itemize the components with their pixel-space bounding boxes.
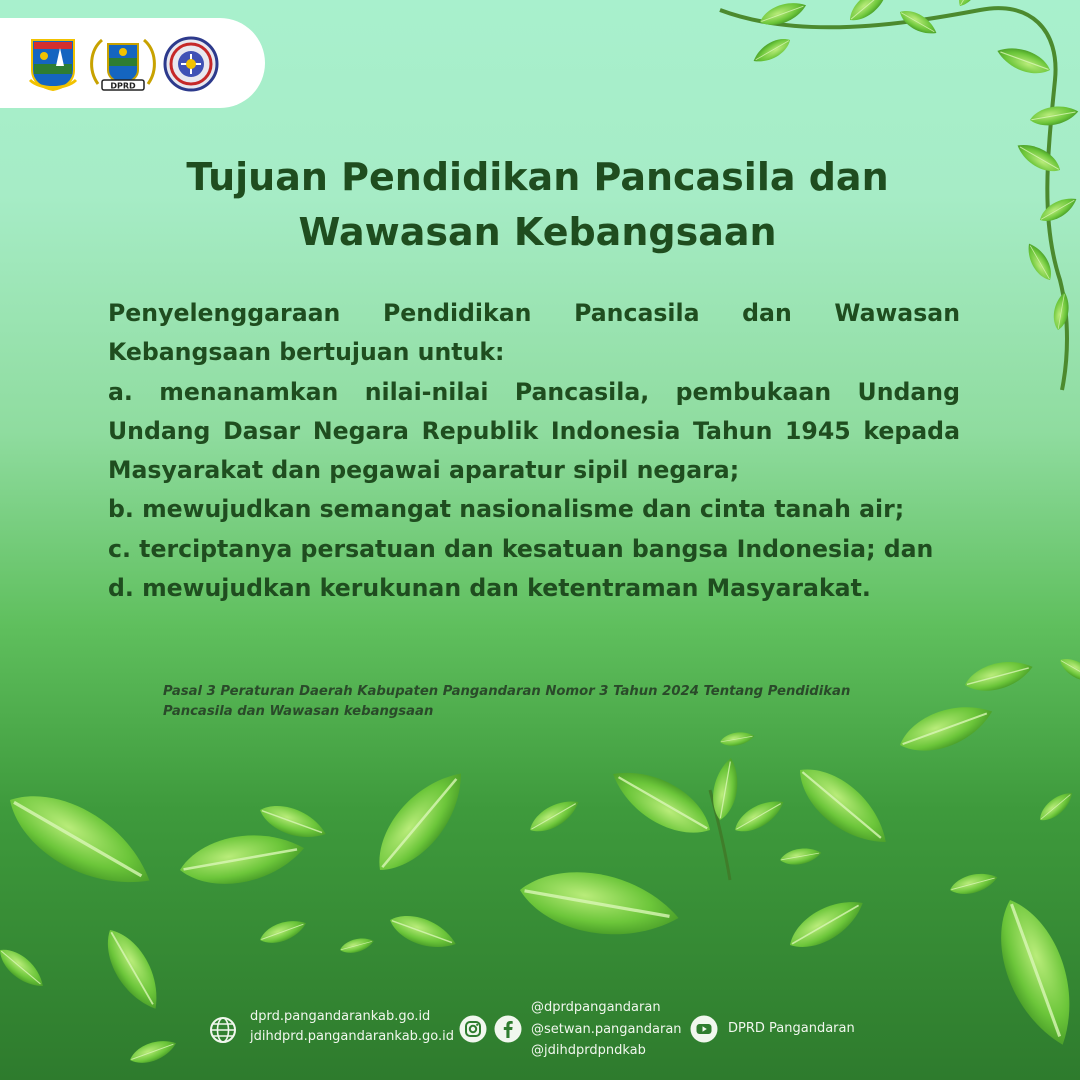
list-item-b: b. mewujudkan semangat nasionalisme dan cinta tanah air; — [108, 495, 905, 524]
source-line-1: Pasal 3 Peraturan Daerah Kabupaten Pangandaran Nomor 3 Tahun 2024 Tentang Pendidikan — [163, 684, 851, 699]
title-line-2: Wawasan Kebangsaan — [298, 210, 777, 254]
list-item-c: c. terciptanya persatuan dan kesatuan bangsa Indonesia; dan — [108, 534, 934, 563]
kabupaten-logo — [26, 36, 80, 92]
title-line-1: Tujuan Pendidikan Pancasila dan — [186, 155, 889, 199]
source-citation — [163, 682, 923, 722]
dprd-logo — [88, 36, 158, 92]
list-item-d: d. mewujudkan kerukunan dan ketentraman Masyarakat. — [108, 574, 871, 603]
instagram-icon[interactable] — [459, 1015, 487, 1043]
social-handle-jdih[interactable]: @jdihdprdpndkab — [531, 1043, 646, 1058]
website-jdih-link[interactable]: jdihdprd.pangandarankab.go.id — [250, 1029, 455, 1044]
intro-paragraph: Penyelenggaraan Pendidikan Pancasila dan Wawasan Kebangsaan bertujuan untuk: — [108, 299, 960, 367]
website-dprd-link[interactable]: dprd.pangandarankab.go.id — [250, 1009, 431, 1024]
dprd-logo-text: DPRD — [110, 81, 136, 91]
page-title — [100, 150, 975, 260]
youtube-channel-link[interactable]: DPRD Pangandaran — [728, 1021, 855, 1036]
source-line-2: Pancasila dan Wawasan kebangsaan — [163, 704, 434, 719]
facebook-icon[interactable] — [494, 1015, 522, 1043]
social-handle-dprd[interactable]: @dprdpangandaran — [531, 1000, 661, 1015]
youtube-icon[interactable] — [690, 1015, 718, 1043]
body-text — [108, 294, 960, 608]
social-handle-setwan[interactable]: @setwan.pangandaran — [531, 1022, 682, 1037]
globe-icon — [208, 1015, 238, 1045]
jdih-logo — [163, 36, 219, 92]
list-item-a: a. menanamkan nilai-nilai Pancasila, pembukaan Undang Undang Dasar Negara Republik Indonesia Tahun 1945 kepada Masyarakat dan pegawai aparatur sipil negara; — [108, 377, 960, 485]
